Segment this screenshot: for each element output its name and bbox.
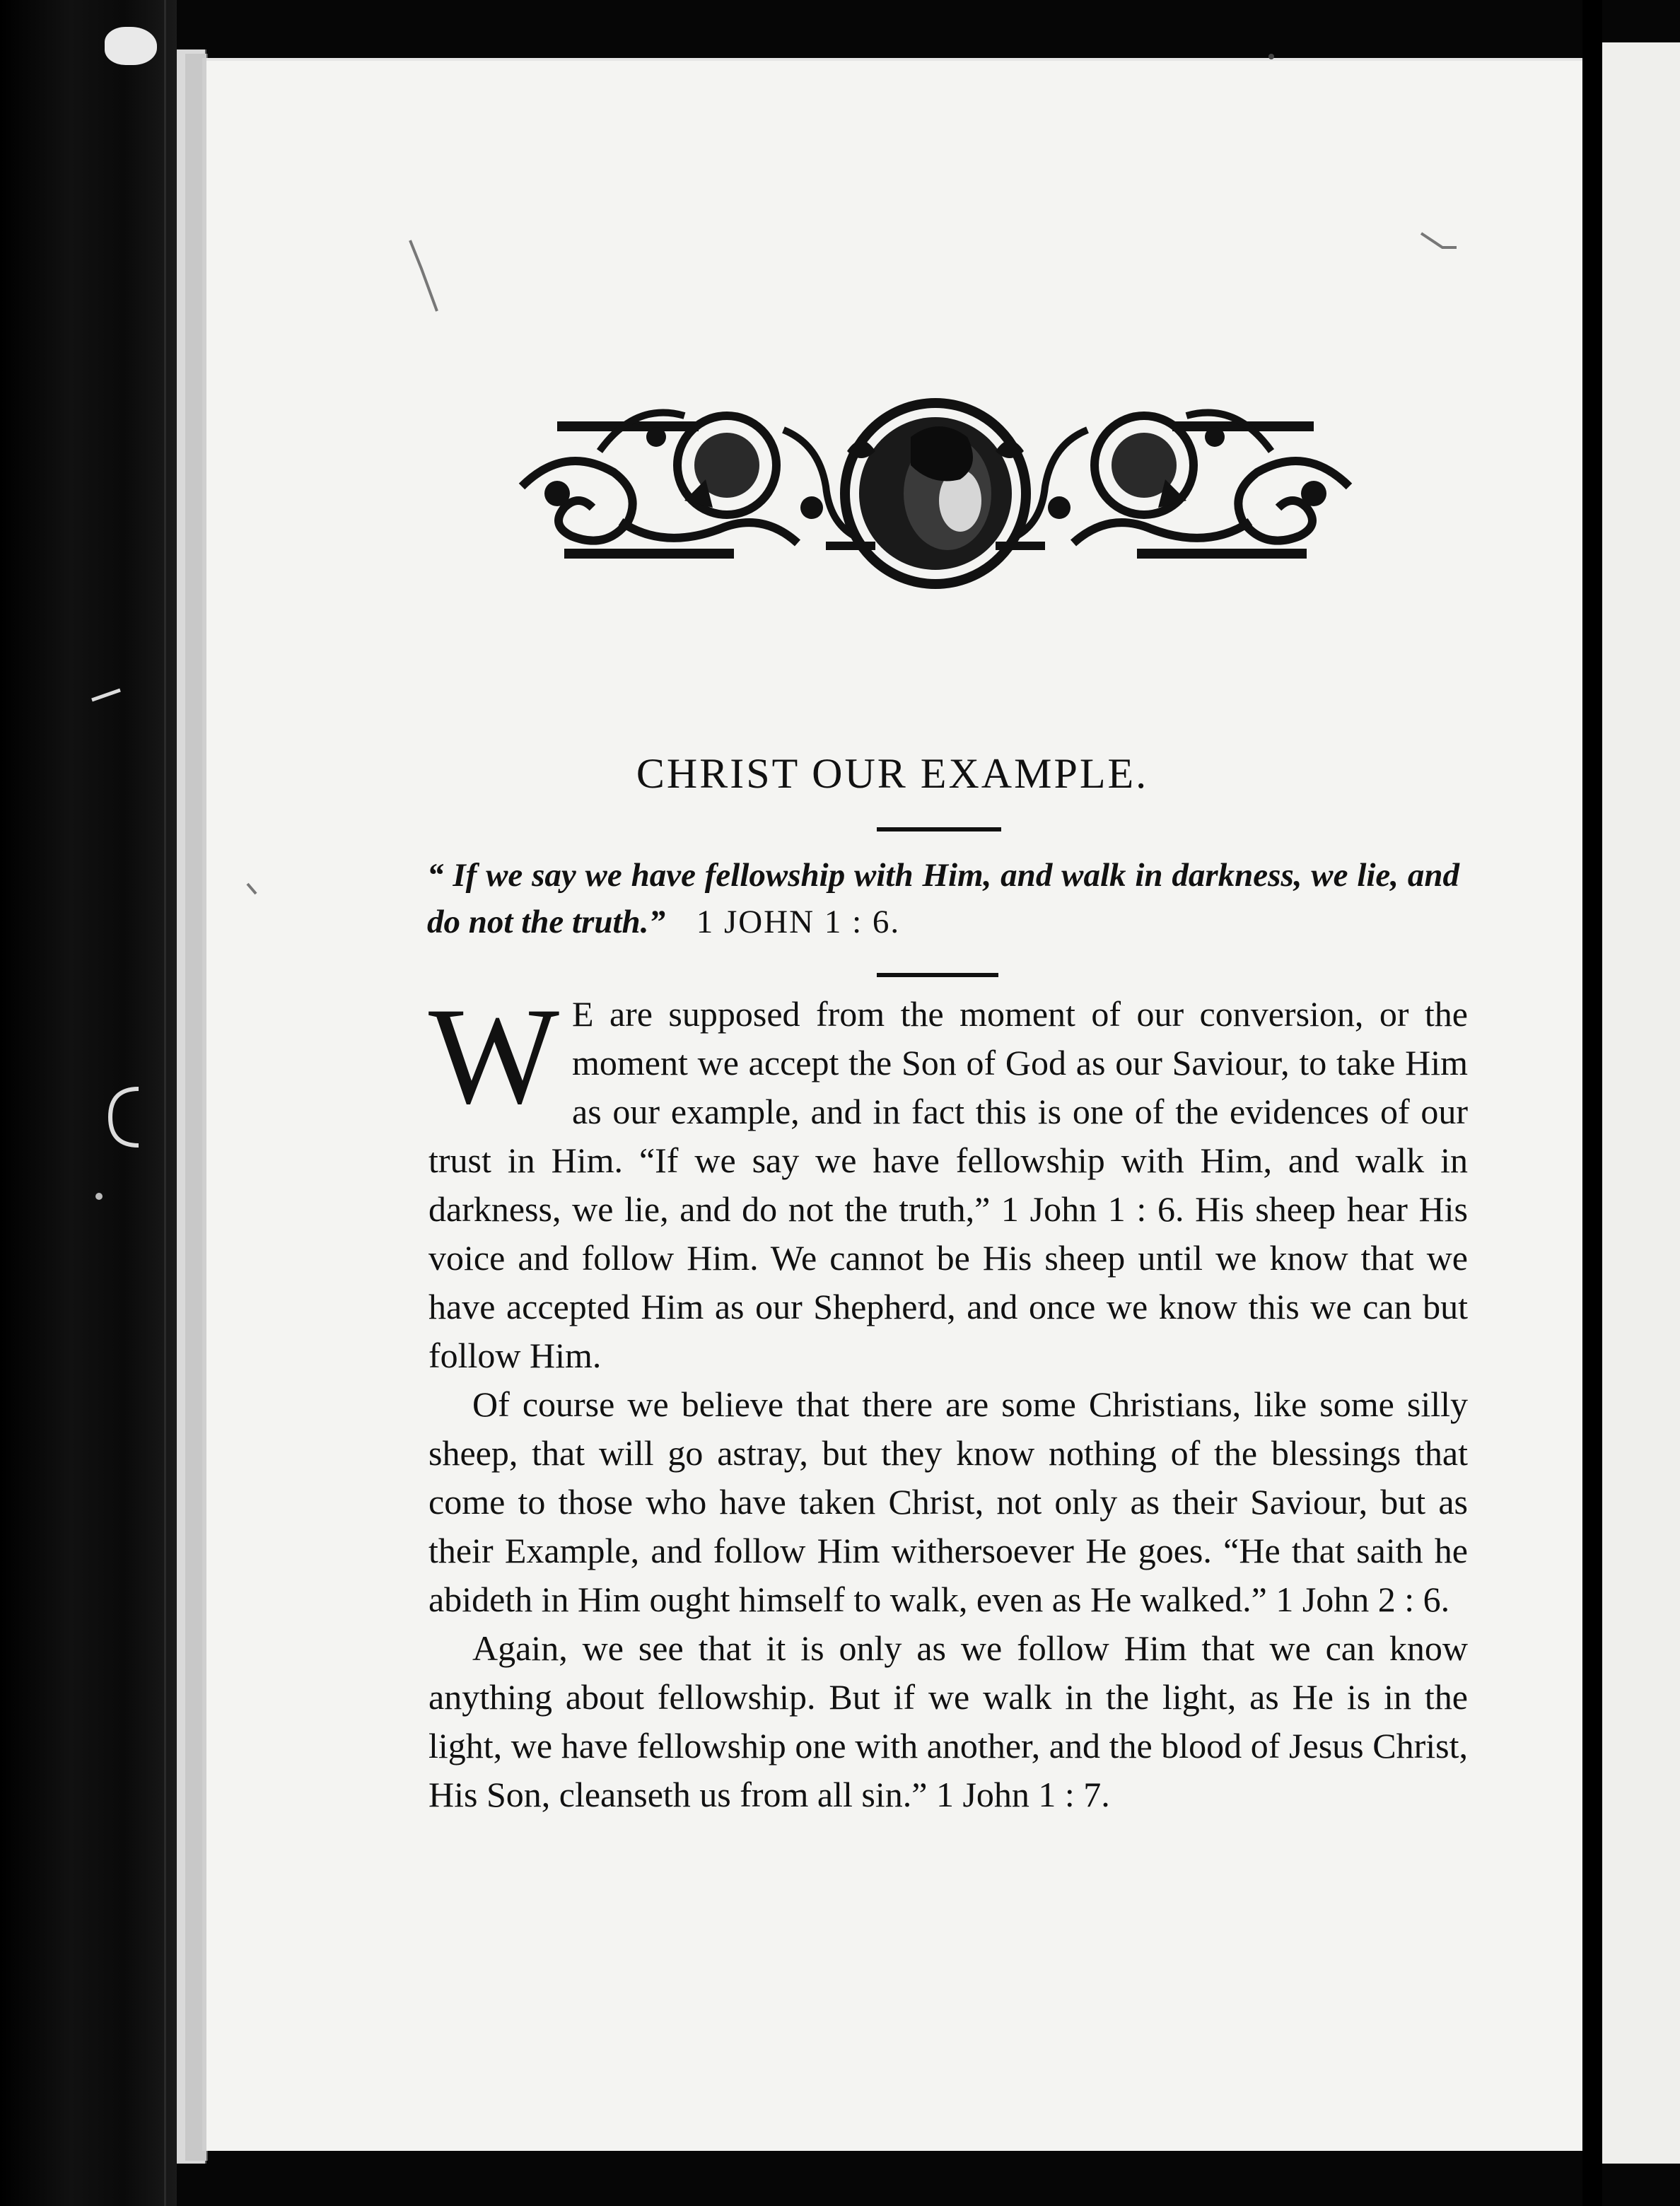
body-text xyxy=(428,979,1468,1819)
headpiece-ornament xyxy=(515,387,1356,600)
drop-cap: W xyxy=(428,979,559,1133)
facing-page-edge xyxy=(1602,42,1680,2164)
paragraph-text: E are supposed from the moment of our conversion, or the moment we accept the Son of God as our Saviour, to take Him as our example, and in fact this is one of the evidences of our trust in Him. “If we say we have fellowship with Him, and walk in darkness, we lie, and do not the truth,” 1 John 1 : 6. His sheep hear His voice and follow Him. We cannot be His sheep until we know that we have accepted Him as our Shepherd, and once we know this we can but follow Him. xyxy=(428,994,1468,1375)
epigraph xyxy=(427,852,1459,945)
epigraph-reference: 1 JOHN 1 : 6. xyxy=(696,904,901,940)
paragraph xyxy=(428,979,1468,1380)
corner-speck xyxy=(105,27,157,65)
gutter-gap xyxy=(1582,0,1602,2206)
title-rule xyxy=(877,827,1001,831)
book-binding xyxy=(0,0,177,2206)
paragraph: Of course we believe that there are some Christians, like some silly sheep, that will go astray, but they know nothing of the blessings that come to those who have taken Christ, not only as their Saviour, but as their Example, and follow Him withersoever He goes. “He that saith he abideth in Him ought himself to walk, even as He walked.” 1 John 2 : 6. xyxy=(428,1384,1468,1619)
epigraph-rule xyxy=(877,973,998,977)
binding-edge xyxy=(164,0,166,2206)
epigraph-text: “ If we say we have fellowship with Him, and walk in darkness, we lie, and do not the truth.” xyxy=(427,857,1459,940)
paragraph: Again, we see that it is only as we follow Him that we can know anything about fellowship. But if we walk in the light, as He is in the light, we have fellowship one with another, and the blood of Jesus Christ, His Son, cleanseth us from all sin.” 1 John 1 : 7. xyxy=(428,1628,1468,1814)
chapter-title: CHRIST OUR EXAMPLE. xyxy=(636,750,1149,797)
